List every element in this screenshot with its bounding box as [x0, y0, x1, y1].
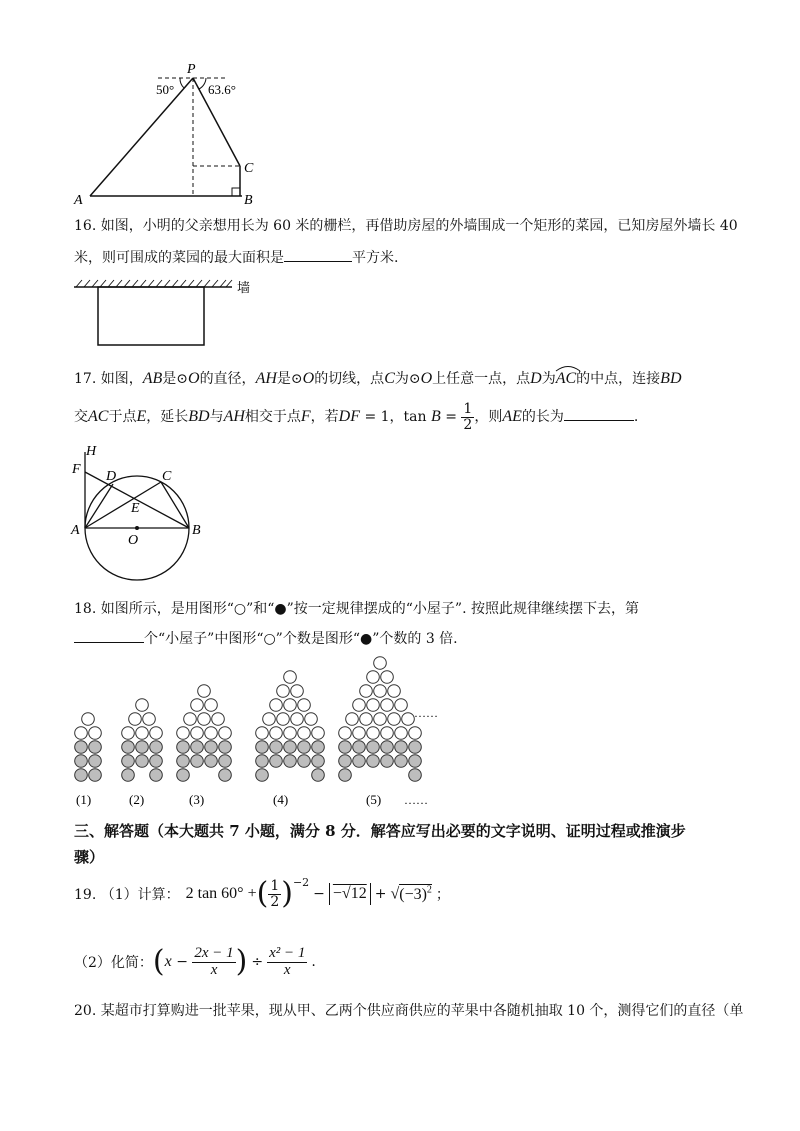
var-d: D: [530, 370, 542, 387]
minus-sign: −: [313, 886, 325, 902]
wall-label: 墙: [237, 280, 251, 295]
var-ac: AC: [88, 408, 109, 426]
open-circle: [75, 727, 88, 740]
open-circle: [353, 727, 366, 740]
filled-circle: [270, 741, 283, 754]
filled-circle: [409, 769, 422, 782]
exponent: −2: [292, 876, 310, 889]
fraction-numerator: 1: [270, 877, 280, 894]
fraction-numerator: 1: [463, 401, 473, 417]
filled-circle: [395, 741, 408, 754]
sqrt-radicand: [399, 884, 432, 903]
var-o: O: [188, 370, 200, 387]
var-arc-ac: [556, 370, 576, 387]
caption-ellipsis: ……: [404, 793, 428, 807]
open-circle: [409, 727, 422, 740]
caption-3: (3): [189, 792, 205, 807]
open-circle: [291, 685, 304, 698]
caption-2: (2): [129, 792, 145, 807]
open-circle: [150, 727, 163, 740]
filled-circle: [89, 769, 102, 782]
var-ah: AH: [255, 370, 277, 387]
open-circle: [212, 713, 225, 726]
filled-circle: [205, 755, 218, 768]
radicand-text: (−3): [399, 885, 427, 903]
line-bf: [85, 472, 189, 528]
open-circle: [184, 713, 197, 726]
filled-circle: [177, 769, 190, 782]
q17-text: .: [633, 409, 639, 426]
fraction-denominator: 2: [270, 893, 280, 910]
q17-text: = 1，: [360, 409, 404, 426]
label-f: F: [72, 462, 81, 477]
open-circle: [191, 727, 204, 740]
filled-circle: [122, 755, 135, 768]
filled-circle: [150, 769, 163, 782]
open-circle: [82, 713, 95, 726]
left-paren: (: [152, 944, 165, 979]
open-circle: [298, 699, 311, 712]
angle-arc-right: [199, 78, 206, 89]
fraction-denominator: x: [210, 961, 218, 978]
open-circle: [395, 727, 408, 740]
var-e: E: [136, 408, 147, 426]
q17-line-1: [74, 368, 682, 388]
q17-text: 相交于点: [244, 409, 301, 426]
label-c: C: [244, 161, 254, 176]
q16-text-2a: 米，则可围成的菜园的最大面积是: [74, 250, 284, 266]
open-circle: [284, 699, 297, 712]
open-circle: [89, 727, 102, 740]
q17-text: ，则: [474, 409, 503, 426]
filled-circle: [219, 755, 232, 768]
q18-answer-blank[interactable]: [74, 628, 144, 643]
filled-circle: [191, 755, 204, 768]
open-circle: [256, 727, 269, 740]
q17-text: 与: [209, 409, 224, 426]
filled-circle: [395, 755, 408, 768]
open-circle: [136, 699, 149, 712]
open-circle: [381, 699, 394, 712]
line-pa: [90, 78, 193, 196]
open-circle: [177, 727, 190, 740]
label-o: O: [128, 533, 139, 548]
filled-circle: [75, 741, 88, 754]
q17-text: 的切线，点: [314, 371, 385, 387]
open-circle: [129, 713, 142, 726]
q17-text: 是⊙: [276, 371, 303, 387]
filled-circle: [298, 741, 311, 754]
open-circle: [270, 699, 283, 712]
open-circle: [395, 699, 408, 712]
q16-text-2b: 平方米.: [352, 250, 399, 266]
open-circle: [402, 713, 415, 726]
filled-circle: [136, 755, 149, 768]
open-circle: [381, 727, 394, 740]
q18-line-2: [74, 628, 458, 648]
var-o: O: [302, 370, 315, 387]
filled-circle: [150, 741, 163, 754]
label-c: C: [162, 469, 172, 484]
garden-rectangle: [98, 287, 204, 345]
label-a: A: [71, 523, 80, 538]
var-c: C: [384, 370, 395, 387]
open-circle: [353, 699, 366, 712]
open-circle: [381, 671, 394, 684]
open-circle: [367, 671, 380, 684]
var-o: O: [420, 370, 433, 387]
angle-label-right: 63.6°: [208, 82, 236, 97]
filled-circle: [367, 755, 380, 768]
label-a: A: [74, 193, 83, 208]
q18-line-1: [74, 598, 639, 618]
open-circle: [284, 727, 297, 740]
caption-5: (5): [366, 792, 382, 807]
pattern-ellipsis: ……: [414, 706, 438, 720]
q19-part2-end: .: [311, 954, 316, 970]
filled-circle: [219, 741, 232, 754]
q17-text: 上任意一点，点: [432, 371, 531, 387]
section-3-heading-text-2: 骤）: [74, 848, 105, 866]
center-point: [135, 526, 139, 530]
open-circle: [122, 727, 135, 740]
q16-answer-blank[interactable]: [284, 247, 352, 262]
caption-4: (4): [273, 792, 289, 807]
var-ah: AH: [223, 408, 245, 426]
label-e: E: [131, 501, 140, 516]
tan-text: tan: [403, 409, 431, 426]
little-houses-figure: [66, 655, 466, 815]
q17-text: 的长为: [521, 409, 564, 426]
open-circle: [219, 727, 232, 740]
open-circle: [198, 685, 211, 698]
abs-content: −√12: [332, 885, 367, 902]
filled-circle: [284, 755, 297, 768]
q17-text: 的直径，: [199, 371, 256, 387]
q19-term-tan: 2 tan 60° +: [185, 885, 257, 902]
open-circle: [143, 713, 156, 726]
filled-circle: [298, 755, 311, 768]
open-circle: [205, 699, 218, 712]
left-paren: (: [256, 876, 269, 911]
fraction-numerator: x² − 1: [269, 944, 306, 961]
filled-circle: [409, 755, 422, 768]
q20-text-1: 20. 某超市打算购进一批苹果，现从甲、乙两个供应商供应的苹果中各随机抽取 10 个，测得它们的直径（单: [74, 1003, 744, 1019]
line-ac: [85, 482, 161, 528]
open-circle: [136, 727, 149, 740]
filled-circle: [312, 769, 325, 782]
filled-circle: [75, 769, 88, 782]
fraction-denominator: x: [283, 961, 291, 978]
open-circle: [198, 713, 211, 726]
filled-circle: [89, 755, 102, 768]
open-circle: [360, 685, 373, 698]
fraction-one-half: [461, 402, 474, 432]
q17-text: 为⊙: [394, 371, 421, 387]
q19-end: ；: [435, 887, 450, 903]
caption-1: (1): [76, 792, 92, 807]
var-f: F: [300, 408, 311, 426]
filled-circle: [219, 769, 232, 782]
filled-circle: [409, 741, 422, 754]
filled-circle: [136, 741, 149, 754]
label-b: B: [244, 193, 253, 208]
q17-text: =: [440, 409, 462, 426]
open-circle: [277, 685, 290, 698]
q16-text-1: 16. 如图，小明的父亲想用长为 60 米的栅栏，再借助房屋的外墙围成一个矩形的菜园，已知房屋外墙长 40: [74, 218, 738, 234]
q17-text: ，若: [310, 409, 339, 426]
filled-circle: [256, 769, 269, 782]
filled-circle: [381, 741, 394, 754]
open-circle: [305, 713, 318, 726]
q17-text: 是⊙: [162, 371, 188, 387]
filled-circle: [312, 741, 325, 754]
filled-circle: [339, 741, 352, 754]
filled-circle: [312, 755, 325, 768]
open-circle: [270, 727, 283, 740]
q17-text: 于点: [108, 409, 137, 426]
var-bd: BD: [188, 408, 210, 426]
label-h: H: [86, 444, 97, 459]
open-circle: [374, 713, 387, 726]
open-circle: [374, 657, 387, 670]
filled-circle: [75, 755, 88, 768]
garden-figure: [72, 277, 272, 352]
filled-circle: [256, 755, 269, 768]
division-sign: ÷: [251, 954, 264, 970]
var-df: DF: [338, 408, 360, 426]
open-circle: [367, 699, 380, 712]
filled-circle: [256, 741, 269, 754]
absolute-value: [329, 883, 371, 905]
right-angle-mark: [232, 188, 240, 196]
q19-part-1: [74, 874, 450, 914]
filled-circle: [122, 741, 135, 754]
open-circle: [312, 727, 325, 740]
q16-line-2: [74, 247, 398, 267]
minus-sign: −: [171, 954, 193, 970]
label-p: P: [187, 62, 196, 77]
open-circle: [388, 685, 401, 698]
q17-text: 为: [541, 371, 556, 387]
wall-hatching: [76, 280, 232, 287]
q17-line-2: [74, 402, 638, 432]
angle-label-left: 50°: [156, 82, 175, 97]
fraction-x2-minus-1-over-x: [267, 946, 307, 979]
angle-arc-left: [180, 78, 184, 88]
filled-circle: [122, 769, 135, 782]
q18-text-2: 个“小屋子”中图形“○”个数是图形“●”个数的 3 倍.: [144, 631, 458, 647]
open-circle: [291, 713, 304, 726]
q19-part-2: [74, 940, 316, 984]
filled-circle: [284, 741, 297, 754]
filled-circle: [270, 755, 283, 768]
square-exponent: 2: [426, 884, 432, 896]
q17-text: 交: [74, 409, 88, 426]
filled-circle: [339, 755, 352, 768]
q20-line-1: [74, 1000, 743, 1020]
var-bd: BD: [660, 370, 682, 387]
var-b: B: [431, 408, 441, 426]
filled-circle: [353, 741, 366, 754]
open-circle: [367, 727, 380, 740]
var-ae: AE: [502, 408, 522, 426]
open-circle: [191, 699, 204, 712]
fraction-2x-minus-1-over-x: [192, 946, 235, 979]
filled-circle: [205, 741, 218, 754]
open-circle: [360, 713, 373, 726]
right-paren: ): [281, 876, 293, 911]
q17-text: 的中点，连接: [576, 371, 661, 387]
label-d: D: [106, 469, 117, 484]
var-x: x: [164, 953, 172, 970]
sqrt-expression: $√(-3)^2$: [390, 884, 432, 903]
fraction-numerator: 2x − 1: [194, 944, 234, 961]
filled-circle: [353, 755, 366, 768]
filled-circle: [150, 755, 163, 768]
filled-circle: [177, 755, 190, 768]
q19-part2-label: （2）化简：: [74, 955, 153, 971]
open-circle: [339, 727, 352, 740]
filled-circle: [381, 755, 394, 768]
filled-circle: [177, 741, 190, 754]
circle-figure: [68, 440, 218, 590]
q16-line-1: [74, 215, 738, 235]
right-paren: ): [235, 944, 248, 979]
q18-text-1: 18. 如图所示，是用图形“○”和“●”按一定规律摆成的“小屋子”. 按照此规律继续摆下去，第: [74, 601, 639, 617]
section-3-heading-text: 三、解答题（本大题共 7 小题，满分 8 分．解答应写出必要的文字说明、证明过程或推演步: [74, 822, 686, 840]
q17-answer-blank[interactable]: [564, 406, 634, 421]
filled-circle: [367, 741, 380, 754]
label-b: B: [192, 523, 201, 538]
open-circle: [346, 713, 359, 726]
arc-ac-text: AC: [555, 370, 577, 387]
open-circle: [263, 713, 276, 726]
fraction-denominator: 2: [463, 416, 473, 433]
open-circle: [388, 713, 401, 726]
q17-text: 17. 如图，: [74, 371, 143, 387]
arc-mark: [555, 364, 581, 372]
section-3-heading-line-2: [74, 846, 104, 867]
fraction-half: [268, 879, 281, 909]
open-circle: [277, 713, 290, 726]
filled-circle: [339, 769, 352, 782]
q17-text: ，延长: [146, 409, 189, 426]
open-circle: [298, 727, 311, 740]
q19-label: 19. （1）计算：: [74, 887, 180, 903]
open-circle: [284, 671, 297, 684]
var-ab: AB: [142, 370, 163, 387]
section-3-heading-line-1: [74, 820, 686, 841]
filled-circle: [191, 741, 204, 754]
plus-sign: +: [374, 886, 387, 902]
elevation-figure: [70, 58, 270, 208]
filled-circle: [89, 741, 102, 754]
open-circle: [374, 685, 387, 698]
open-circle: [205, 727, 218, 740]
